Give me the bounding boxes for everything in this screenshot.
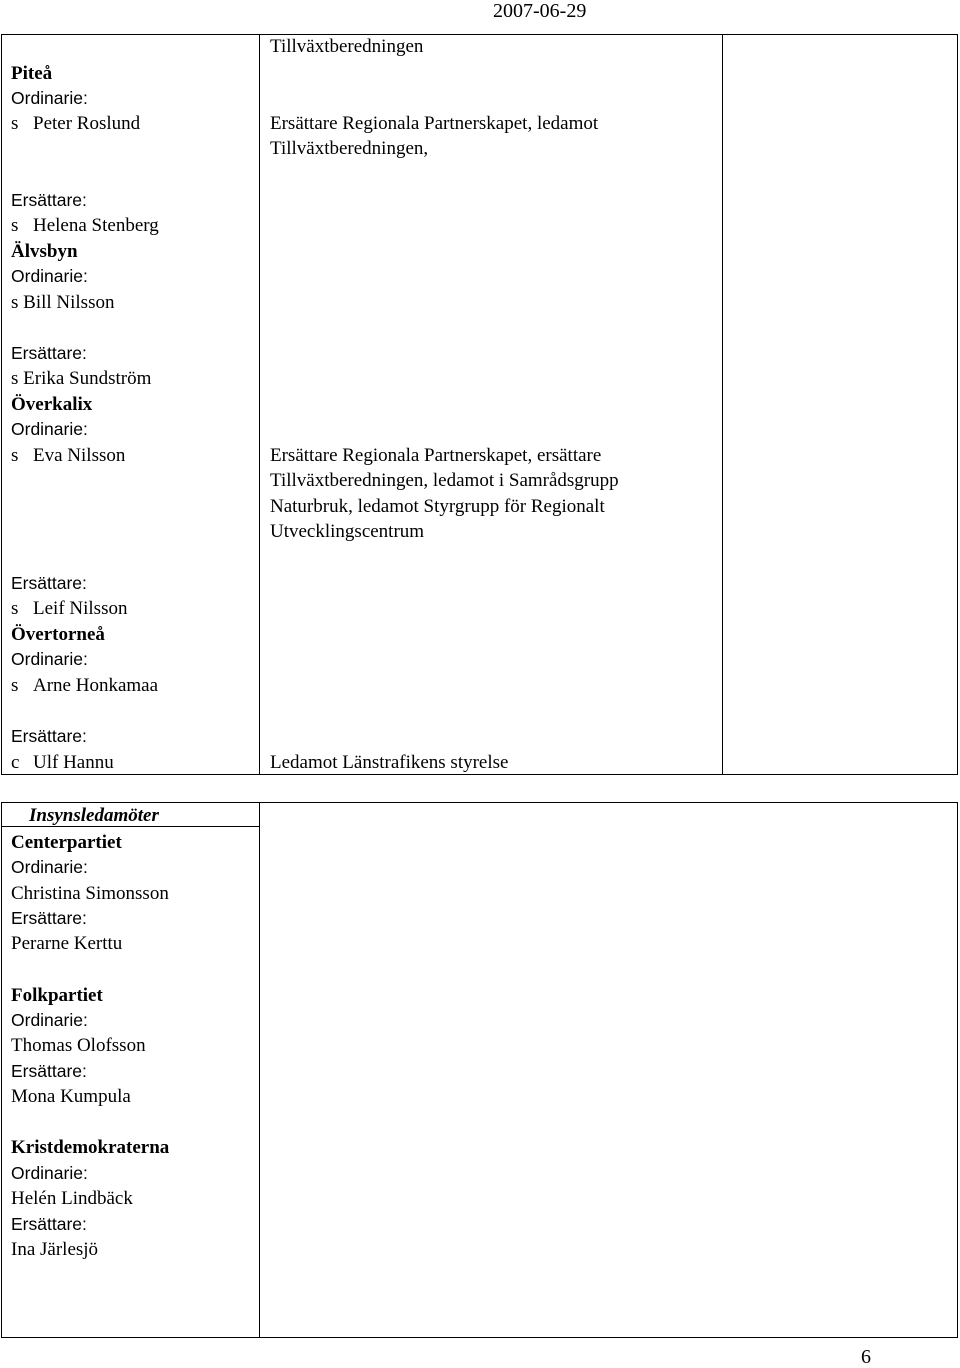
section-heading: Insynsledamöter (29, 805, 159, 826)
role-text: Ersättare Regionala Partnerskapet, ersättare (270, 445, 602, 466)
table-border-left (1, 802, 2, 1338)
column-divider-1 (259, 802, 260, 1338)
substitute-label: Ersättare: (11, 908, 87, 928)
ordinary-member: Peter Roslund (33, 113, 141, 134)
substitute-member: Mona Kumpula (11, 1086, 131, 1107)
role-text: Utvecklingscentrum (270, 521, 425, 542)
party-code: s (11, 215, 19, 236)
substitute-member: Leif Nilsson (33, 598, 128, 619)
substitute-member: Ina Järlesjö (11, 1239, 99, 1260)
column-divider-1 (259, 34, 260, 775)
ordinary-member: Helén Lindbäck (11, 1188, 133, 1209)
substitute-label: Ersättare: (11, 573, 87, 593)
party-code: s (11, 113, 19, 134)
substitute-label: Ersättare: (11, 343, 87, 363)
party-name: Kristdemokraterna (11, 1137, 170, 1158)
party-code: s (11, 675, 19, 696)
substitute-label: Ersättare: (11, 1061, 87, 1081)
substitute-member: Perarne Kerttu (11, 933, 123, 954)
role-text: Tillväxtberedningen, (270, 138, 429, 159)
party-code: c (11, 752, 20, 773)
ordinary-label: Ordinarie: (11, 1010, 88, 1030)
substitute-label: Ersättare: (11, 190, 87, 210)
party-code: s (11, 598, 19, 619)
role-text: Tillväxtberedningen (270, 36, 424, 57)
role-text: Ersättare Regionala Partnerskapet, ledamot (270, 113, 599, 134)
role-text: Tillväxtberedningen, ledamot i Samrådsgrupp (270, 470, 619, 491)
ordinary-member: Arne Honkamaa (33, 675, 159, 696)
party-name: Centerpartiet (11, 832, 122, 853)
ordinary-label: Ordinarie: (11, 266, 88, 286)
page-date: 2007-06-29 (493, 0, 587, 22)
substitute-member: Helena Stenberg (33, 215, 159, 236)
ordinary-label: Ordinarie: (11, 649, 88, 669)
ordinary-label: Ordinarie: (11, 88, 88, 108)
municipality-name: Övertorneå (11, 624, 105, 645)
municipality-name: Överkalix (11, 394, 93, 415)
party-code: s (11, 445, 19, 466)
ordinary-label: Ordinarie: (11, 857, 88, 877)
substitute-label: Ersättare: (11, 726, 87, 746)
ordinary-label: Ordinarie: (11, 419, 88, 439)
table-border-right (957, 34, 958, 775)
table-border-top (1, 34, 958, 35)
table-border-left (1, 34, 2, 775)
substitute-label: Ersättare: (11, 1214, 87, 1234)
ordinary-label: Ordinarie: (11, 1163, 88, 1183)
role-text: Ledamot Länstrafikens styrelse (270, 752, 509, 773)
ordinary-member: Eva Nilsson (33, 445, 126, 466)
substitute-member: s Erika Sundström (11, 368, 152, 389)
municipality-name: Älvsbyn (11, 241, 78, 262)
column-divider-2 (722, 34, 723, 775)
page-number: 6 (861, 1346, 871, 1368)
table-border-bottom (1, 1337, 958, 1338)
role-text: Naturbruk, ledamot Styrgrupp för Regionalt (270, 496, 605, 517)
ordinary-member: Christina Simonsson (11, 883, 169, 904)
ordinary-member: s Bill Nilsson (11, 292, 115, 313)
table-border-right (957, 802, 958, 1338)
substitute-member: Ulf Hannu (33, 752, 114, 773)
ordinary-member: Thomas Olofsson (11, 1035, 146, 1056)
party-name: Folkpartiet (11, 985, 103, 1006)
municipality-name: Piteå (11, 63, 53, 84)
